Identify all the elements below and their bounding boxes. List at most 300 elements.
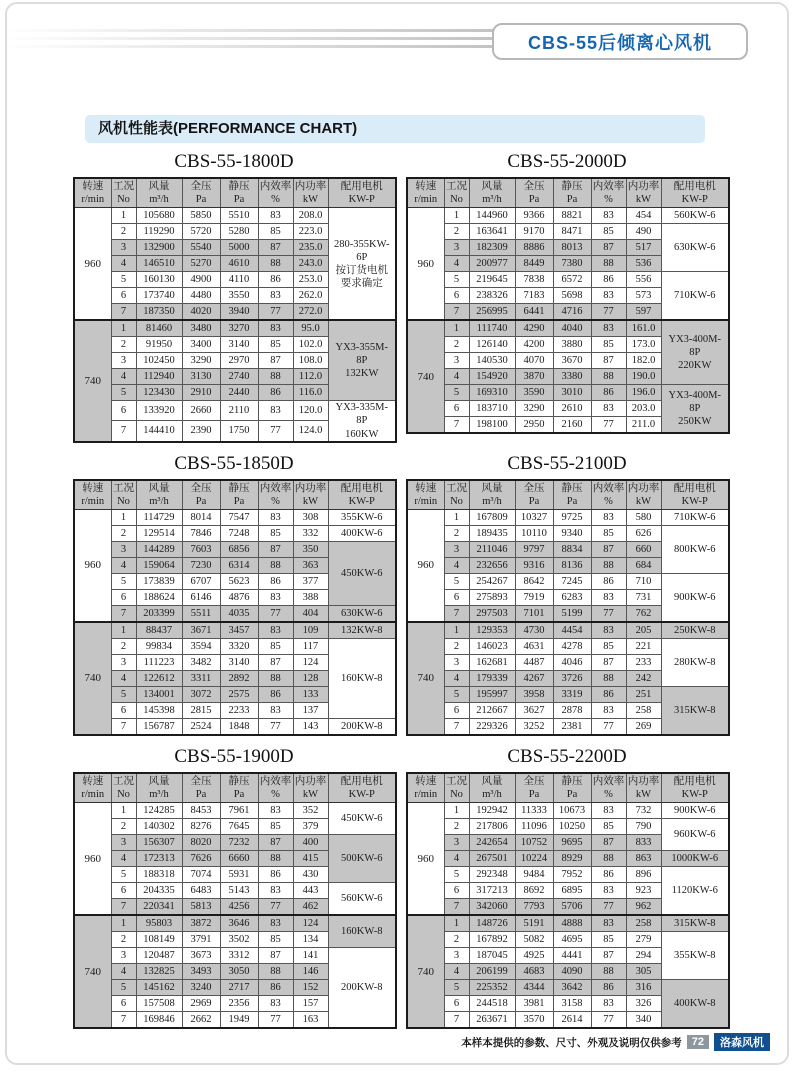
data-cell: 87 [258, 654, 293, 670]
data-cell: 85 [591, 819, 626, 835]
column-header: 风量 m³/h [136, 773, 182, 803]
data-cell: 6572 [553, 272, 591, 288]
data-cell: 77 [258, 421, 293, 442]
data-cell: 133 [293, 686, 328, 702]
data-cell: 134 [293, 932, 328, 948]
perf-table-block-2100d [406, 452, 728, 736]
data-cell: 211.0 [626, 417, 661, 434]
data-cell: 5 [444, 686, 469, 702]
data-cell: 9725 [553, 509, 591, 525]
data-cell: 962 [626, 899, 661, 916]
data-cell: 77 [258, 605, 293, 622]
data-cell: 5082 [515, 932, 553, 948]
data-cell: 124 [293, 915, 328, 932]
data-cell: 87 [258, 835, 293, 851]
data-cell: 220341 [136, 899, 182, 916]
data-cell: 5510 [220, 208, 258, 224]
motor-cell: 900KW-6 [661, 803, 729, 819]
data-cell: 6314 [220, 557, 258, 573]
data-cell: 3671 [182, 622, 220, 639]
data-cell: 3252 [515, 718, 553, 735]
data-cell: 85 [591, 638, 626, 654]
speed-cell: 740 [74, 915, 111, 1028]
data-cell: 4683 [515, 964, 553, 980]
table-row [74, 541, 396, 557]
motor-cell: 400KW-6 [328, 525, 396, 541]
data-cell: 9316 [515, 557, 553, 573]
data-cell: 3726 [553, 670, 591, 686]
data-cell: 267501 [469, 851, 515, 867]
data-cell: 132900 [136, 240, 182, 256]
data-cell: 4610 [220, 256, 258, 272]
data-cell: 233 [626, 654, 661, 670]
motor-cell: YX3-400M-8P 250KW [661, 385, 729, 434]
data-cell: 87 [258, 541, 293, 557]
data-cell: 140302 [136, 819, 182, 835]
data-cell: 9170 [515, 224, 553, 240]
perf-table-block-1800d [73, 150, 395, 443]
table-row [74, 835, 396, 851]
table-row [74, 638, 396, 654]
data-cell: 263671 [469, 1012, 515, 1029]
data-cell: 377 [293, 573, 328, 589]
data-cell: 83 [591, 915, 626, 932]
data-cell: 2233 [220, 702, 258, 718]
data-cell: 3590 [515, 385, 553, 401]
data-cell: 163 [293, 1012, 328, 1029]
data-cell: 3480 [182, 320, 220, 337]
data-cell: 3627 [515, 702, 553, 718]
data-cell: 83 [591, 288, 626, 304]
data-cell: 352 [293, 803, 328, 819]
column-header: 转速 r/min [407, 178, 444, 208]
data-cell: 206199 [469, 964, 515, 980]
data-cell: 6 [111, 589, 136, 605]
data-cell: 404 [293, 605, 328, 622]
data-cell: 10673 [553, 803, 591, 819]
data-cell: 159064 [136, 557, 182, 573]
data-cell: 6660 [220, 851, 258, 867]
data-cell: 83 [591, 589, 626, 605]
data-cell: 626 [626, 525, 661, 541]
data-cell: 7919 [515, 589, 553, 605]
data-cell: 340 [626, 1012, 661, 1029]
data-cell: 4035 [220, 605, 258, 622]
column-header: 工况 No [444, 480, 469, 510]
data-cell: 83 [591, 509, 626, 525]
data-cell: 5706 [553, 899, 591, 916]
data-cell: 157 [293, 996, 328, 1012]
column-header: 配用电机 KW-P [328, 178, 396, 208]
data-cell: 146023 [469, 638, 515, 654]
table-row [407, 525, 729, 541]
table-row [407, 867, 729, 883]
data-cell: 415 [293, 851, 328, 867]
data-cell: 145162 [136, 980, 182, 996]
data-cell: 123430 [136, 385, 182, 401]
data-cell: 85 [591, 932, 626, 948]
data-cell: 87 [258, 240, 293, 256]
motor-cell: 400KW-8 [661, 980, 729, 1029]
data-cell: 87 [591, 835, 626, 851]
data-cell: 4110 [220, 272, 258, 288]
data-cell: 11333 [515, 803, 553, 819]
data-cell: 95.0 [293, 320, 328, 337]
data-cell: 112.0 [293, 369, 328, 385]
data-cell: 169310 [469, 385, 515, 401]
data-cell: 108149 [136, 932, 182, 948]
page-title: CBS-55后倾离心风机 [492, 23, 748, 60]
data-cell: 5 [111, 980, 136, 996]
column-header: 配用电机 KW-P [328, 480, 396, 510]
data-cell: 3072 [182, 686, 220, 702]
data-cell: 77 [591, 605, 626, 622]
data-cell: 116.0 [293, 385, 328, 401]
data-cell: 1 [444, 915, 469, 932]
data-cell: 10110 [515, 525, 553, 541]
motor-cell: YX3-355M-8P 132KW [328, 320, 396, 401]
data-cell: 83 [591, 883, 626, 899]
data-cell: 161.0 [626, 320, 661, 337]
data-cell: 8821 [553, 208, 591, 224]
data-cell: 2878 [553, 702, 591, 718]
data-cell: 7645 [220, 819, 258, 835]
motor-cell: YX3-400M-8P 220KW [661, 320, 729, 385]
data-cell: 833 [626, 835, 661, 851]
page-number-badge: 72 [687, 1035, 709, 1049]
column-header: 配用电机 KW-P [661, 480, 729, 510]
data-cell: 297503 [469, 605, 515, 622]
data-cell: 243.0 [293, 256, 328, 272]
data-cell: 7 [111, 1012, 136, 1029]
data-cell: 3 [111, 654, 136, 670]
data-cell: 129514 [136, 525, 182, 541]
data-cell: 2575 [220, 686, 258, 702]
data-cell: 192942 [469, 803, 515, 819]
data-cell: 188624 [136, 589, 182, 605]
data-cell: 8834 [553, 541, 591, 557]
data-cell: 4 [444, 256, 469, 272]
data-cell: 5698 [553, 288, 591, 304]
motor-cell: 315KW-8 [661, 686, 729, 735]
header-row [407, 773, 729, 803]
data-cell: 232656 [469, 557, 515, 573]
motor-cell: 800KW-6 [661, 525, 729, 573]
motor-cell: 710KW-6 [661, 272, 729, 321]
data-cell: 254267 [469, 573, 515, 589]
data-cell: 443 [293, 883, 328, 899]
table-row [74, 948, 396, 964]
data-cell: 4 [444, 557, 469, 573]
data-cell: 154920 [469, 369, 515, 385]
motor-cell: 560KW-6 [328, 883, 396, 916]
data-cell: 4278 [553, 638, 591, 654]
table-row [407, 320, 729, 337]
data-cell: 124 [293, 654, 328, 670]
motor-cell: 960KW-6 [661, 819, 729, 851]
data-cell: 88 [258, 557, 293, 573]
data-cell: 305 [626, 964, 661, 980]
data-cell: 83 [258, 622, 293, 639]
data-cell: 235.0 [293, 240, 328, 256]
data-cell: 88 [258, 851, 293, 867]
data-cell: 5 [444, 385, 469, 401]
data-cell: 7 [444, 417, 469, 434]
data-cell: 182309 [469, 240, 515, 256]
data-cell: 6 [444, 589, 469, 605]
column-header: 内效率 % [591, 178, 626, 208]
data-cell: 7230 [182, 557, 220, 573]
data-cell: 2892 [220, 670, 258, 686]
data-cell: 8013 [553, 240, 591, 256]
data-cell: 3940 [220, 304, 258, 321]
table-row [407, 272, 729, 288]
data-cell: 350 [293, 541, 328, 557]
data-cell: 120.0 [293, 401, 328, 421]
data-cell: 3130 [182, 369, 220, 385]
data-cell: 188318 [136, 867, 182, 883]
data-cell: 3670 [553, 353, 591, 369]
data-cell: 3 [444, 240, 469, 256]
data-cell: 923 [626, 883, 661, 899]
data-cell: 7 [111, 304, 136, 321]
data-cell: 167892 [469, 932, 515, 948]
data-cell: 189435 [469, 525, 515, 541]
data-cell: 2969 [182, 996, 220, 1012]
column-header: 内功率 kW [626, 178, 661, 208]
data-cell: 1 [444, 803, 469, 819]
data-cell: 2 [444, 337, 469, 353]
decor-line [0, 45, 500, 48]
data-cell: 2740 [220, 369, 258, 385]
data-cell: 3493 [182, 964, 220, 980]
header-row [74, 178, 396, 208]
data-cell: 86 [591, 573, 626, 589]
data-cell: 242 [626, 670, 661, 686]
data-cell: 169846 [136, 1012, 182, 1029]
data-cell: 4 [444, 964, 469, 980]
data-cell: 88 [591, 964, 626, 980]
data-cell: 3270 [220, 320, 258, 337]
table-row [407, 803, 729, 819]
data-cell: 111223 [136, 654, 182, 670]
data-cell: 88 [591, 369, 626, 385]
data-cell: 6707 [182, 573, 220, 589]
column-header: 静压 Pa [553, 773, 591, 803]
data-cell: 4 [111, 670, 136, 686]
data-cell: 7603 [182, 541, 220, 557]
column-header: 静压 Pa [553, 480, 591, 510]
data-cell: 91950 [136, 337, 182, 353]
column-header: 风量 m³/h [136, 178, 182, 208]
data-cell: 3 [444, 353, 469, 369]
data-cell: 83 [591, 622, 626, 639]
data-cell: 108.0 [293, 353, 328, 369]
column-header: 内效率 % [591, 773, 626, 803]
data-cell: 10224 [515, 851, 553, 867]
data-cell: 146 [293, 964, 328, 980]
column-header: 全压 Pa [182, 773, 220, 803]
performance-table [406, 177, 730, 434]
column-header: 内效率 % [258, 773, 293, 803]
data-cell: 83 [591, 320, 626, 337]
page-footer [461, 1033, 770, 1051]
data-cell: 4040 [553, 320, 591, 337]
table-row [407, 509, 729, 525]
data-cell: 83 [258, 915, 293, 932]
data-cell: 3 [444, 654, 469, 670]
data-cell: 6 [111, 401, 136, 421]
motor-cell: 710KW-6 [661, 509, 729, 525]
data-cell: 190.0 [626, 369, 661, 385]
data-cell: 128 [293, 670, 328, 686]
data-cell: 258 [626, 915, 661, 932]
data-cell: 83 [258, 803, 293, 819]
data-cell: 114729 [136, 509, 182, 525]
data-cell: 77 [591, 899, 626, 916]
data-cell: 2440 [220, 385, 258, 401]
column-header: 配用电机 KW-P [661, 178, 729, 208]
data-cell: 454 [626, 208, 661, 224]
table-row [407, 932, 729, 948]
data-cell: 85 [258, 819, 293, 835]
data-cell: 203399 [136, 605, 182, 622]
data-cell: 7 [444, 1012, 469, 1029]
data-cell: 3 [444, 541, 469, 557]
data-cell: 203.0 [626, 401, 661, 417]
data-cell: 279 [626, 932, 661, 948]
data-cell: 3158 [553, 996, 591, 1012]
data-cell: 2950 [515, 417, 553, 434]
data-cell: 156307 [136, 835, 182, 851]
data-cell: 238326 [469, 288, 515, 304]
data-cell: 5720 [182, 224, 220, 240]
data-cell: 1 [444, 509, 469, 525]
data-cell: 6 [444, 883, 469, 899]
data-cell: 3550 [220, 288, 258, 304]
data-cell: 7380 [553, 256, 591, 272]
data-cell: 790 [626, 819, 661, 835]
table-title: CBS-55-1850D [174, 452, 294, 474]
data-cell: 196.0 [626, 385, 661, 401]
data-cell: 83 [258, 320, 293, 337]
data-cell: 272.0 [293, 304, 328, 321]
data-cell: 124285 [136, 803, 182, 819]
data-cell: 556 [626, 272, 661, 288]
data-cell: 3 [444, 948, 469, 964]
data-cell: 2524 [182, 718, 220, 735]
data-cell: 3400 [182, 337, 220, 353]
data-cell: 167809 [469, 509, 515, 525]
data-cell: 5000 [220, 240, 258, 256]
data-cell: 1 [444, 208, 469, 224]
data-cell: 7961 [220, 803, 258, 819]
column-header: 内功率 kW [626, 480, 661, 510]
data-cell: 83 [591, 208, 626, 224]
data-cell: 4925 [515, 948, 553, 964]
data-cell: 4 [444, 670, 469, 686]
data-cell: 9797 [515, 541, 553, 557]
data-cell: 3010 [553, 385, 591, 401]
motor-cell: 1120KW-6 [661, 867, 729, 916]
data-cell: 4480 [182, 288, 220, 304]
data-cell: 262.0 [293, 288, 328, 304]
data-cell: 173.0 [626, 337, 661, 353]
data-cell: 85 [258, 932, 293, 948]
data-cell: 8136 [553, 557, 591, 573]
data-cell: 88 [591, 256, 626, 272]
footer-note: 本样本提供的参数、尺寸、外观及说明仅供参考 [461, 1036, 682, 1049]
column-header: 内效率 % [591, 480, 626, 510]
data-cell: 762 [626, 605, 661, 622]
data-cell: 3312 [220, 948, 258, 964]
data-cell: 5 [111, 385, 136, 401]
section-title: 风机性能表(PERFORMANCE CHART) [85, 115, 705, 143]
data-cell: 3290 [515, 401, 553, 417]
data-cell: 7 [111, 605, 136, 622]
data-cell: 87 [591, 541, 626, 557]
table-row [407, 686, 729, 702]
data-cell: 88 [258, 964, 293, 980]
data-cell: 6 [111, 996, 136, 1012]
perf-table-block-1900d [73, 745, 395, 1029]
decor-line [0, 29, 500, 32]
column-header: 静压 Pa [220, 773, 258, 803]
data-cell: 4 [111, 964, 136, 980]
data-cell: 5191 [515, 915, 553, 932]
data-cell: 3140 [220, 654, 258, 670]
data-cell: 5143 [220, 883, 258, 899]
data-cell: 275893 [469, 589, 515, 605]
data-cell: 87 [591, 353, 626, 369]
table-row [74, 509, 396, 525]
data-cell: 122612 [136, 670, 182, 686]
motor-cell: 160KW-8 [328, 915, 396, 948]
data-cell: 5511 [182, 605, 220, 622]
data-cell: 2614 [553, 1012, 591, 1029]
table-row [407, 622, 729, 639]
data-cell: 6 [444, 288, 469, 304]
data-cell: 2 [111, 224, 136, 240]
data-cell: 7626 [182, 851, 220, 867]
data-cell: 83 [591, 401, 626, 417]
data-cell: 144410 [136, 421, 182, 442]
data-cell: 4090 [553, 964, 591, 980]
data-cell: 4631 [515, 638, 553, 654]
data-cell: 732 [626, 803, 661, 819]
data-cell: 146510 [136, 256, 182, 272]
data-cell: 83 [258, 208, 293, 224]
data-cell: 3320 [220, 638, 258, 654]
data-cell: 2 [444, 819, 469, 835]
data-cell: 148726 [469, 915, 515, 932]
data-cell: 3791 [182, 932, 220, 948]
table-row [74, 208, 396, 224]
data-cell: 3 [111, 240, 136, 256]
data-cell: 8929 [553, 851, 591, 867]
data-cell: 221 [626, 638, 661, 654]
data-cell: 88 [258, 670, 293, 686]
data-cell: 8471 [553, 224, 591, 240]
data-cell: 109 [293, 622, 328, 639]
table-row [74, 320, 396, 337]
table-row [74, 883, 396, 899]
data-cell: 141 [293, 948, 328, 964]
data-cell: 684 [626, 557, 661, 573]
data-cell: 253.0 [293, 272, 328, 288]
motor-cell: 630KW-6 [328, 605, 396, 622]
data-cell: 173740 [136, 288, 182, 304]
